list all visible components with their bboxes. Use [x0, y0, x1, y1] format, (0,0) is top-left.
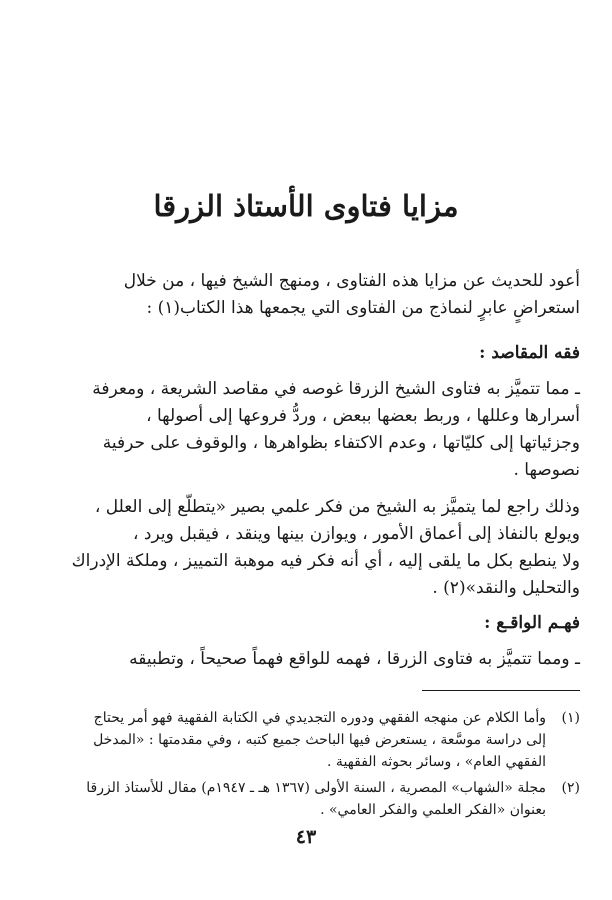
section-heading-waqi: فهـم الواقـع : — [484, 613, 580, 633]
text-line: الفقهي العام» ، وسائر بحوثه الفقهية . — [327, 754, 546, 770]
intro-paragraph — [40, 268, 580, 322]
text-line: إلى دراسة موسَّعة ، يستعرض فيها الباحث جميع كتبه ، وفي مقدمتها : «المدخل — [93, 732, 546, 748]
text-line: استعراضٍ عابرٍ لنماذج من الفتاوى التي يجمعها هذا الكتاب(١) : — [146, 298, 580, 318]
text-line: وجزئياتها إلى كليّاتها ، وعدم الاكتفاء بظواهرها ، والوقوف على حرفية — [102, 433, 580, 453]
footnote-number: (١) — [561, 710, 580, 726]
footnote-2 — [40, 777, 580, 821]
footnotes — [40, 707, 580, 825]
footnote-text — [40, 777, 546, 821]
footnote-text — [40, 707, 546, 773]
text-line: وذلك راجع لما يتميَّز به الشيخ من فكر علمي بصير «يتطلّع إلى العلل ، — [94, 497, 580, 517]
maqasid-paragraph-2 — [40, 494, 580, 602]
text-line: بعنوان «الفكر العلمي والفكر العامي» . — [320, 802, 546, 818]
waqi-paragraph-1 — [40, 646, 580, 673]
footnote-number: (٢) — [561, 780, 580, 796]
chapter-title: مزايا فتاوى الأستاذ الزرقا — [153, 189, 459, 223]
footnote-1 — [40, 707, 580, 773]
page-number: ٤٣ — [295, 826, 317, 848]
text-line: نصوصها . — [513, 460, 580, 480]
maqasid-paragraph-1 — [40, 376, 580, 484]
text-line: مجلة «الشهاب» المصرية ، السنة الأولى (١٣٦٧ هـ ـ ١٩٤٧م) مقال للأستاذ الزرقا — [86, 780, 546, 796]
text-line: وأما الكلام عن منهجه الفقهي ودوره التجديدي في الكتابة الفقهية فهو أمر يحتاج — [93, 710, 546, 726]
text-line: والتحليل والنقد»(٢) . — [432, 578, 580, 598]
section-heading-maqasid: فقه المقاصد : — [479, 343, 580, 363]
footnote-divider — [422, 690, 580, 691]
text-line: ولا ينطبع بكل ما يلقى إليه ، أي أنه فكر فيه موهبة التمييز ، وملكة الإدراك — [71, 551, 580, 571]
text-line: ويولع بالنفاذ إلى أعماق الأمور ، ويوازن بينها وينقد ، فيقبل ويرد ، — [133, 524, 580, 544]
text-line: أعود للحديث عن مزايا هذه الفتاوى ، ومنهج الشيخ فيها ، من خلال — [123, 271, 580, 291]
text-line: ـ ومما تتميَّز به فتاوى الزرقا ، فهمه للواقع فهماً صحيحاً ، وتطبيقه — [129, 649, 580, 669]
text-line: أسرارها وعللها ، وربط بعضها ببعض ، وردُّ فروعها إلى أصولها ، — [146, 406, 580, 426]
text-line: ـ مما تتميَّز به فتاوى الشيخ الزرقا غوصه في مقاصد الشريعة ، ومعرفة — [92, 379, 580, 399]
